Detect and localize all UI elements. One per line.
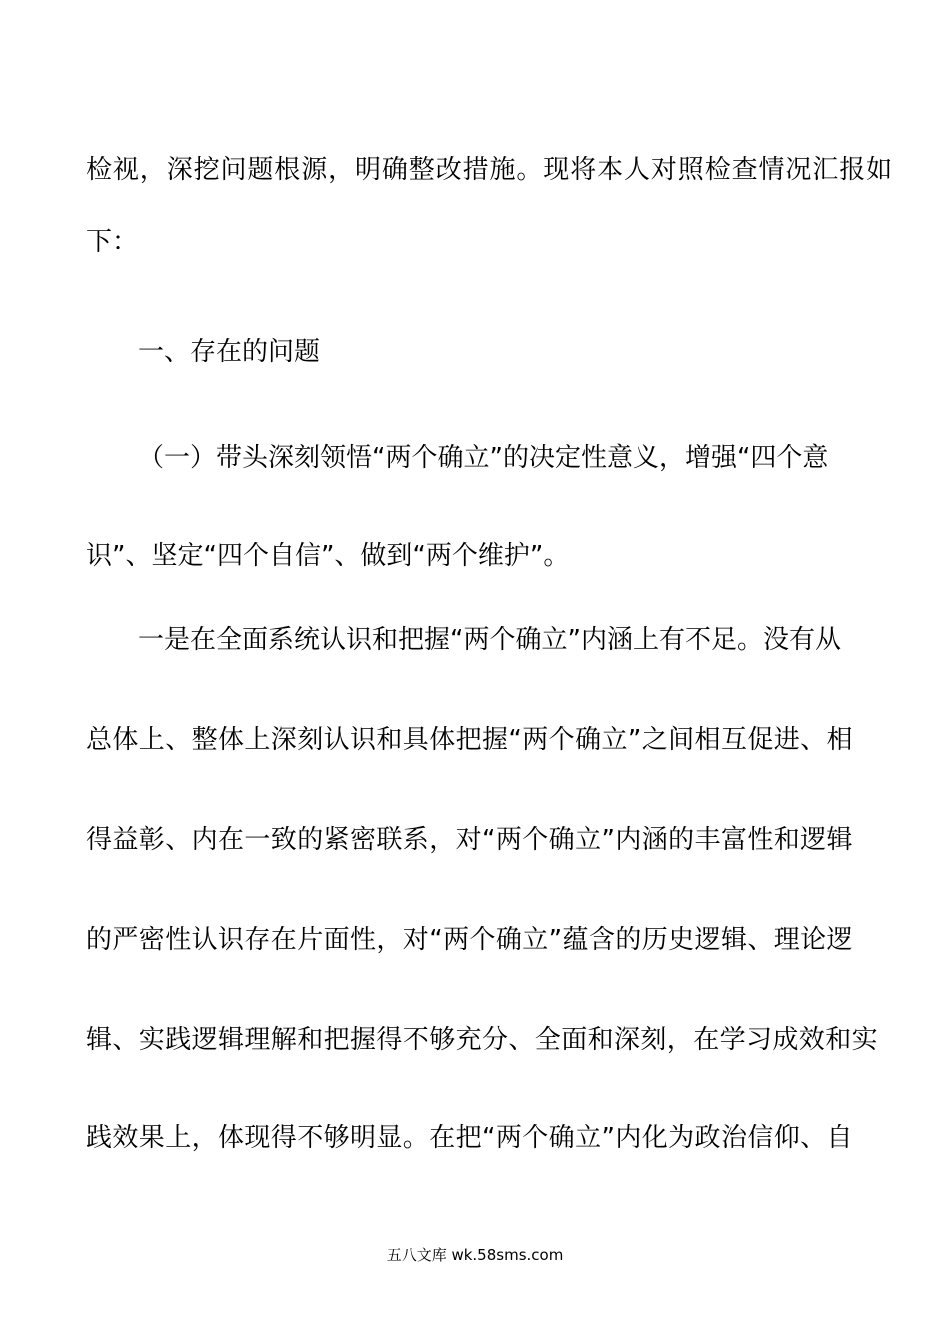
paragraph-line: 检视，深挖问题根源，明确整改措施。现将本人对照检查情况汇报如 [86,155,894,185]
paragraph-line: 总体上、整体上深刻认识和具体把握“两个确立”之间相互促进、相 [86,725,853,755]
section-heading: 一、存在的问题 [138,337,321,367]
paragraph-line: 辑、实践逻辑理解和把握得不够充分、全面和深刻，在学习成效和实 [86,1025,879,1055]
paragraph-line: 一是在全面系统认识和把握“两个确立”内涵上有不足。没有从 [138,625,841,655]
paragraph-line: 得益彰、内在一致的紧密联系，对“两个确立”内涵的丰富性和逻辑 [86,825,853,855]
subsection-heading-line: 识”、坚定“四个自信”、做到“两个维护”。 [86,541,570,571]
subsection-heading-line: （一）带头深刻领悟“两个确立”的决定性意义，增强“四个意 [138,443,829,473]
paragraph-line: 下： [86,227,139,257]
paragraph-line: 践效果上，体现得不够明显。在把“两个确立”内化为政治信仰、自 [86,1123,853,1153]
paragraph-line: 的严密性认识存在片面性，对“两个确立”蕴含的历史逻辑、理论逻 [86,925,853,955]
footer-watermark: 五八文库 wk.58sms.com [386,1246,564,1264]
